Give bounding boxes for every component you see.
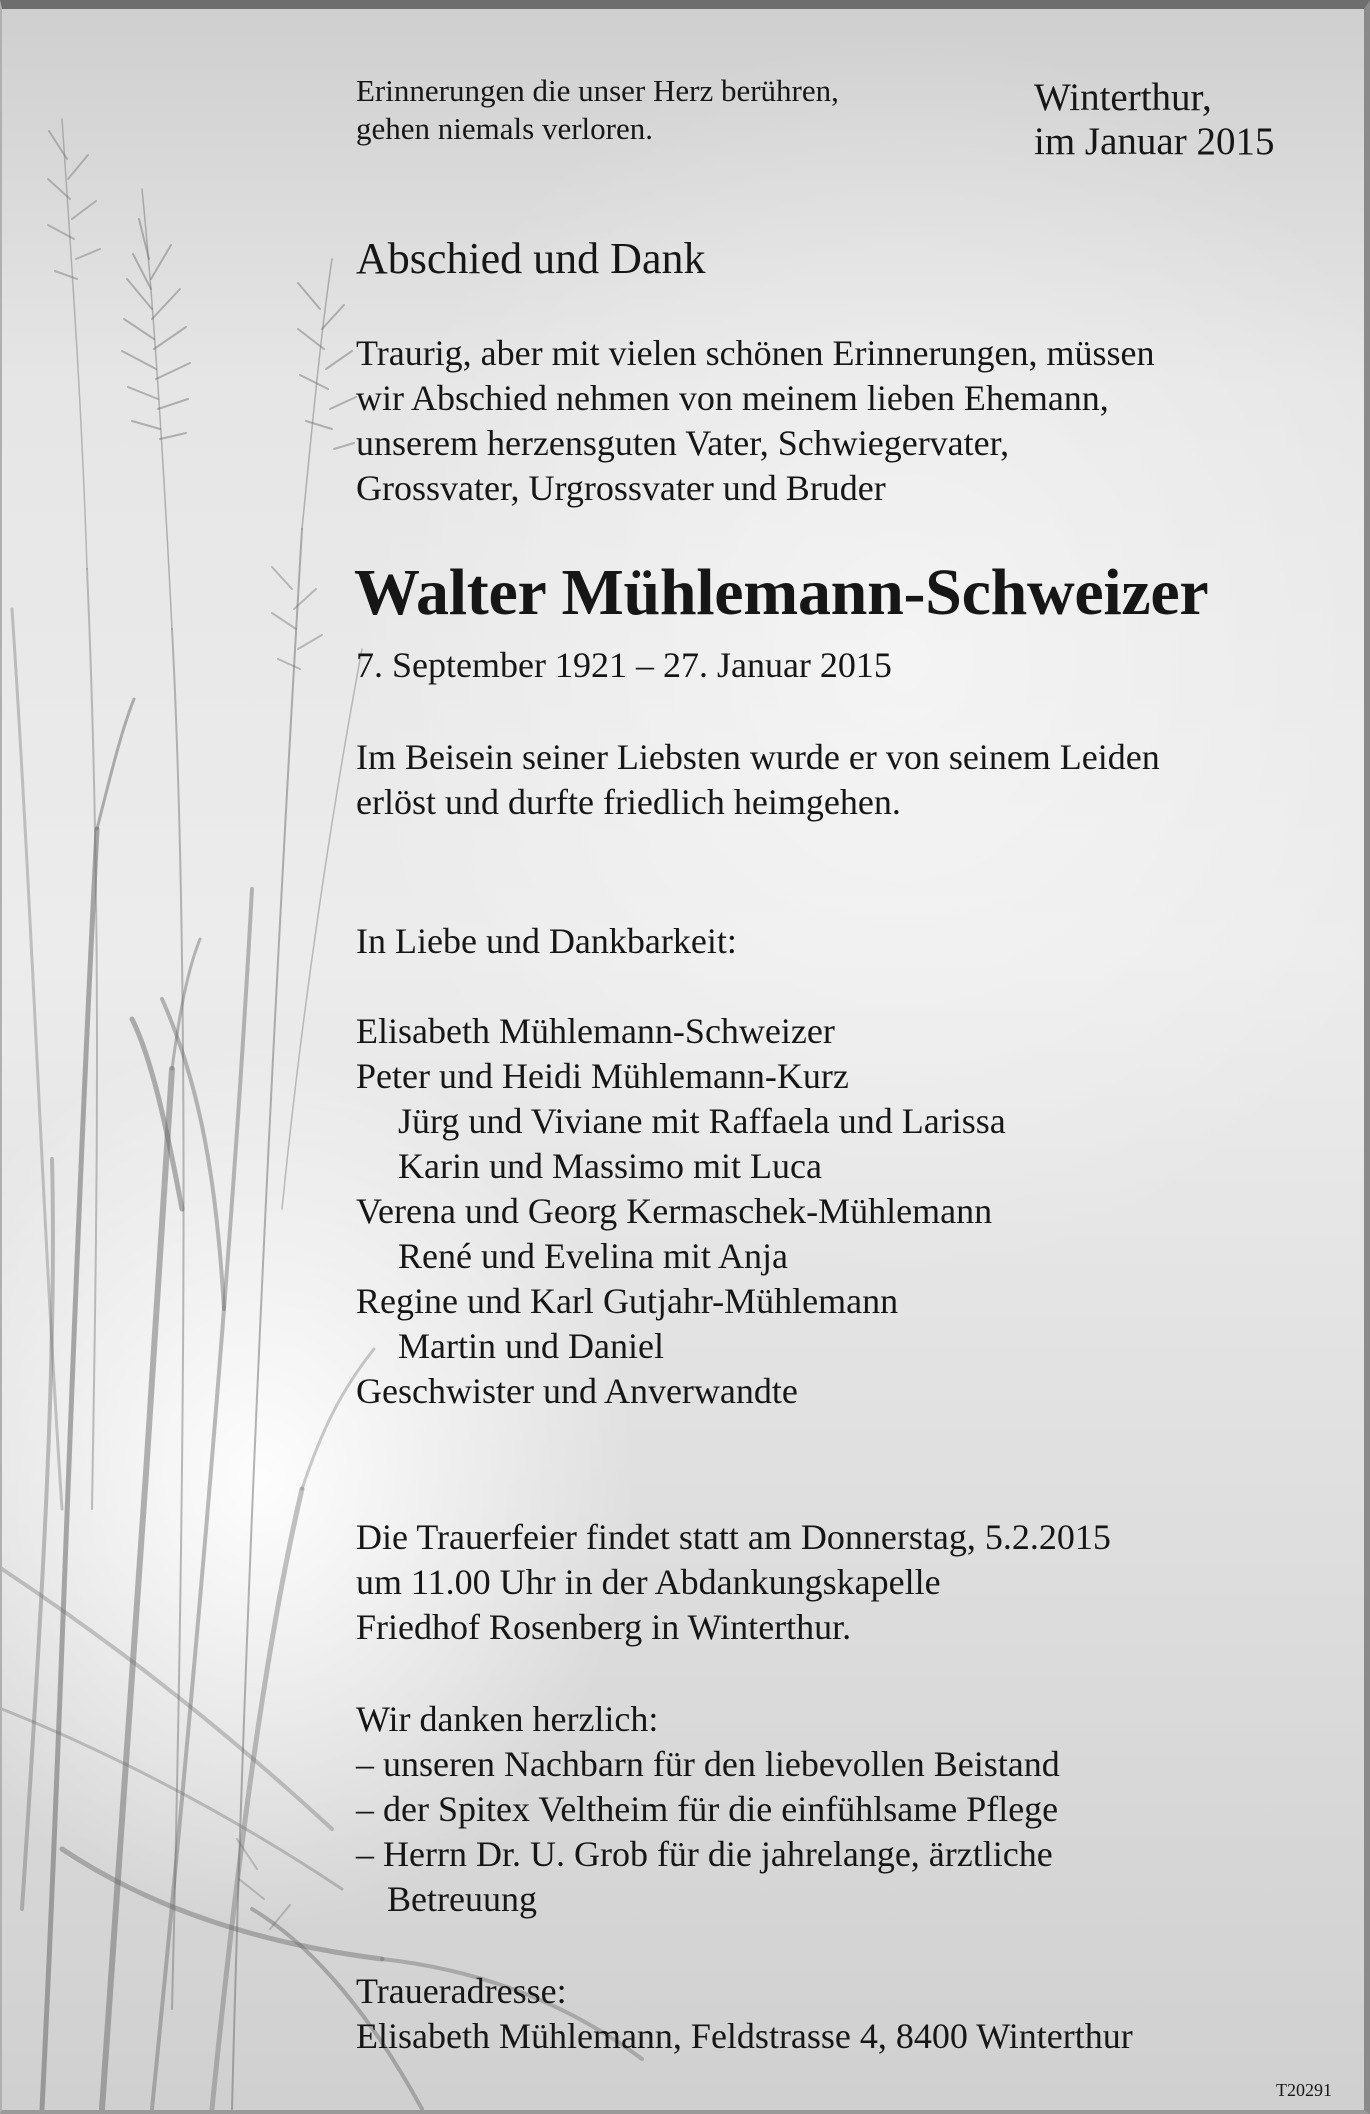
mourner-name: René und Evelina mit Anja [398, 1236, 788, 1276]
address-label: Traueradresse: [356, 1971, 567, 2011]
passing-line: erlöst und durfte friedlich heimgehen. [356, 782, 901, 822]
thanks-item: – unseren Nachbarn für den liebevollen Beistand [356, 1744, 1060, 1784]
mourning-address: Elisabeth Mühlemann, Feldstrasse 4, 8400 Winterthur [356, 2016, 1133, 2056]
motto-line: Erinnerungen die unser Herz berühren, [356, 73, 839, 108]
intro-line: unserem herzensguten Vater, Schwiegervater, [356, 423, 1010, 463]
mourner-name: Peter und Heidi Mühlemann-Kurz [356, 1056, 849, 1096]
thanks-heading: Wir danken herzlich: [356, 1699, 659, 1739]
intro-paragraph [356, 331, 1288, 511]
passing-paragraph [356, 735, 1160, 825]
motto [356, 72, 839, 148]
date-line: im Januar 2015 [1034, 120, 1275, 163]
mourner-name: Geschwister und Anverwandte [356, 1371, 798, 1411]
mourner-name: Regine und Karl Gutjahr-Mühlemann [356, 1281, 899, 1321]
mourner-name: Verena und Georg Kermaschek-Mühlemann [356, 1191, 993, 1231]
deceased-name: Walter Mühlemann-Schweizer [354, 556, 1209, 629]
intro-line: wir Abschied nehmen von meinem lieben Ehemann, [356, 378, 1109, 418]
mourner-name: Karin und Massimo mit Luca [398, 1146, 822, 1186]
service-line: Friedhof Rosenberg in Winterthur. [356, 1607, 852, 1647]
thanks-item: – Herrn Dr. U. Grob für die jahrelange, ärztliche [356, 1834, 1053, 1874]
service-line: um 11.00 Uhr in der Abdankungskapelle [356, 1562, 941, 1602]
place-line: Winterthur, [1034, 76, 1212, 119]
intro-line: Grossvater, Urgrossvater und Bruder [356, 468, 886, 508]
address-section [356, 1969, 1133, 2059]
mourner-name: Elisabeth Mühlemann-Schweizer [356, 1011, 835, 1051]
service-info [356, 1515, 1111, 1650]
thanks-item: – der Spitex Veltheim für die einfühlsame Pflege [356, 1789, 1059, 1829]
love-line: In Liebe und Dankbarkeit: [356, 921, 737, 961]
mourner-name: Martin und Daniel [398, 1326, 664, 1366]
intro-line: Traurig, aber mit vielen schönen Erinnerungen, müssen [356, 333, 1155, 373]
mourners-list [356, 1009, 1006, 1414]
place-date [1034, 76, 1274, 164]
ad-code: T20291 [1276, 2080, 1332, 2100]
mourner-name: Jürg und Viviane mit Raffaela und Larissa [398, 1101, 1006, 1141]
thanks-section [356, 1697, 1060, 1922]
service-line: Die Trauerfeier findet statt am Donnerstag, 5.2.2015 [356, 1517, 1111, 1557]
thanks-item-continued: Betreuung [387, 1879, 537, 1919]
notice-heading: Abschied und Dank [356, 234, 706, 283]
motto-line: gehen niemals verloren. [356, 111, 653, 146]
life-dates: 7. September 1921 – 27. Januar 2015 [356, 645, 892, 685]
passing-line: Im Beisein seiner Liebsten wurde er von seinem Leiden [356, 737, 1160, 777]
